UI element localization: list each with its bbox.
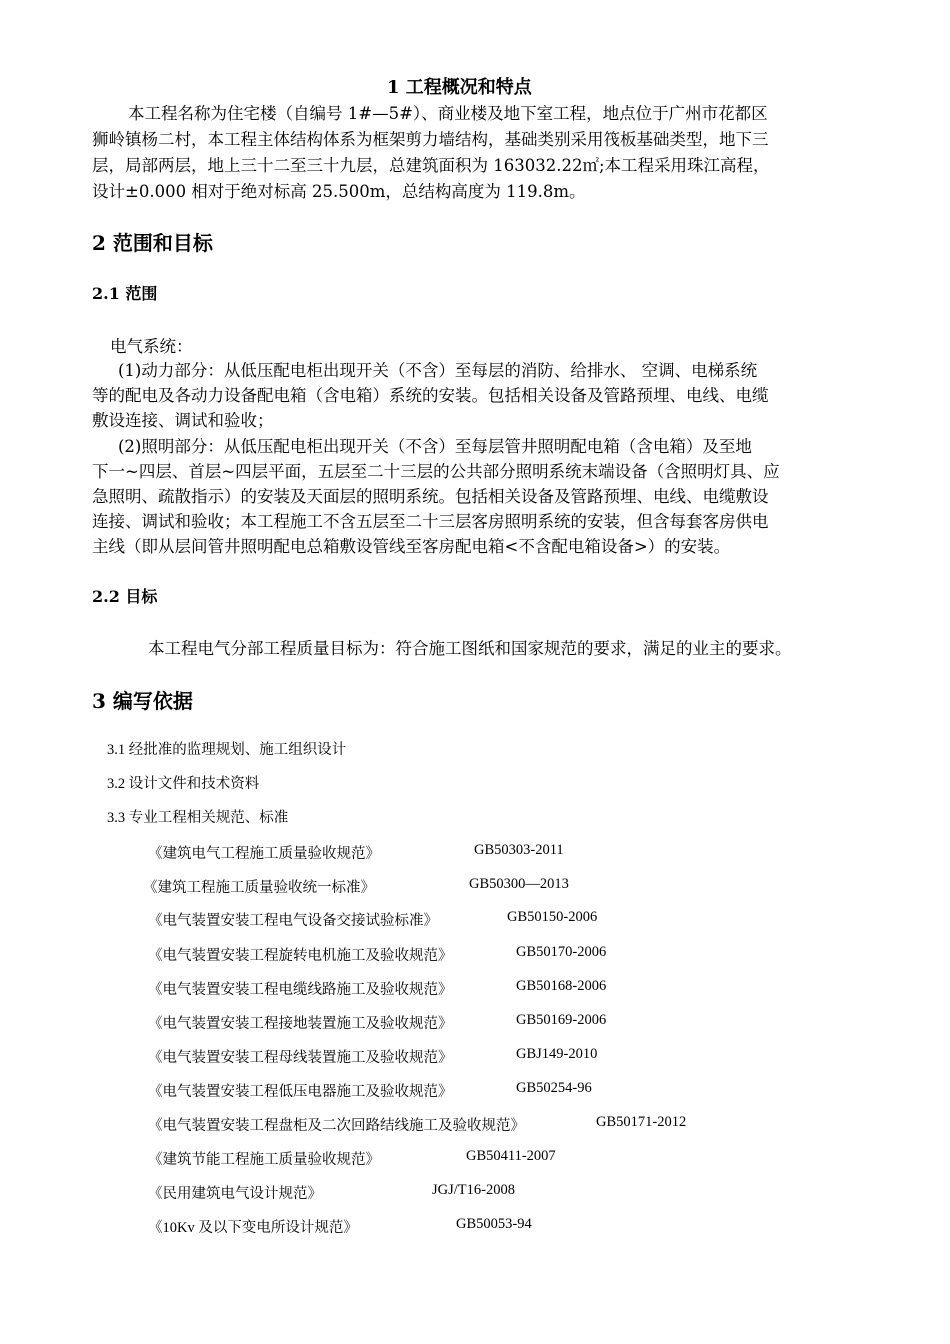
standard-name: 《电气装置安装工程母线装置施工及验收规范》 xyxy=(148,1050,453,1066)
standard-code: GB50171-2012 xyxy=(596,1114,687,1130)
section-1-line: 狮岭镇杨二村，本工程主体结构体系为框架剪力墙结构，基础类别采用筏板基础类型，地下三 xyxy=(92,130,769,149)
basis-item: 3.3 专业工程相关规范、标准 xyxy=(107,810,289,826)
goal-text: 本工程电气分部工程质量目标为：符合施工图纸和国家规范的要求，满足的业主的要求。 xyxy=(148,639,792,658)
lighting-section-line: 连接、调试和验收；本工程施工不含五层至二十三层客房照明系统的安装，但含每套客房供电 xyxy=(92,512,769,531)
standard-name: 《电气装置安装工程盘柜及二次回路结线施工及验收规范》 xyxy=(148,1118,525,1134)
standard-code: GB50254-96 xyxy=(516,1080,592,1096)
standard-name: 《电气装置安装工程低压电器施工及验收规范》 xyxy=(148,1084,453,1100)
standard-name: 《电气装置安装工程旋转电机施工及验收规范》 xyxy=(148,948,453,964)
standard-code: GB50411-2007 xyxy=(466,1148,556,1164)
standard-code: GB50300—2013 xyxy=(469,876,569,892)
power-section-line: 等的配电及各动力设备配电箱（含电箱）系统的安装。包括相关设备及管路预埋、电线、电缆 xyxy=(92,386,769,405)
power-section-line: (1)动力部分：从低压配电柜出现开关（不含）至每层的消防、给排水、 空调、电梯系统 xyxy=(118,361,758,380)
section-1-line: 本工程名称为住宅楼（自编号 1#—5#）、商业楼及地下室工程，地点位于广州市花都区 xyxy=(128,104,768,123)
section-1-line: 层，局部两层，地上三十二至三十九层，总建筑面积为 163032.22㎡;本工程采用珠江高程， xyxy=(92,156,770,175)
lighting-section-line: 下一~四层、首层~四层平面，五层至二十三层的公共部分照明系统末端设备（含照明灯具、应 xyxy=(92,462,780,481)
standard-name: 《建筑节能工程施工质量验收规范》 xyxy=(148,1152,380,1168)
lighting-section-line: 急照明、疏散指示）的安装及天面层的照明系统。包括相关设备及管路预埋、电线、电缆敷设 xyxy=(92,487,769,506)
standard-name: 《建筑工程施工质量验收统一标准》 xyxy=(143,880,375,896)
standard-code: GB50150-2006 xyxy=(507,909,598,925)
section-1-line: 设计±0.000 相对于绝对标高 25.500m，总结构高度为 119.8m。 xyxy=(92,182,586,201)
standard-code: GB50170-2006 xyxy=(516,944,607,960)
basis-item: 3.1 经批准的监理规划、施工组织设计 xyxy=(107,742,347,758)
standard-code: GBJ149-2010 xyxy=(516,1046,598,1062)
standard-name: 《电气装置安装工程电气设备交接试验标准》 xyxy=(148,913,438,929)
standard-name: 《民用建筑电气设计规范》 xyxy=(148,1186,322,1202)
standard-name: 《电气装置安装工程电缆线路施工及验收规范》 xyxy=(148,982,453,998)
power-section-line: 敷设连接、调试和验收； xyxy=(92,411,274,430)
standard-code: GB50169-2006 xyxy=(516,1012,607,1028)
standard-code: GB50168-2006 xyxy=(516,978,607,994)
section-2-title: 2 范围和目标 xyxy=(92,231,213,255)
section-1-title: 1 工程概况和特点 xyxy=(387,77,532,98)
standard-code: GB50053-94 xyxy=(456,1216,532,1232)
basis-item: 3.2 设计文件和技术资料 xyxy=(107,776,260,792)
standard-code: GB50303-2011 xyxy=(474,842,564,858)
lighting-section-line: 主线（即从层间管井照明配电总箱敷设管线至客房配电箱<不含配电箱设备>）的安装。 xyxy=(92,537,731,556)
standard-name: 《建筑电气工程施工质量验收规范》 xyxy=(148,846,380,862)
lighting-section-line: (2)照明部分：从低压配电柜出现开关（不含）至每层管井照明配电箱（含电箱）及至地 xyxy=(118,437,752,456)
section-2-2-title: 2.2 目标 xyxy=(92,587,158,606)
section-2-1-title: 2.1 范围 xyxy=(92,284,158,303)
standard-name: 《电气装置安装工程接地装置施工及验收规范》 xyxy=(148,1016,453,1032)
electrical-system-label: 电气系统： xyxy=(110,337,193,356)
standard-name: 《10Kv 及以下变电所设计规范》 xyxy=(148,1220,358,1236)
section-3-title: 3 编写依据 xyxy=(92,689,193,713)
standard-code: JGJ/T16-2008 xyxy=(432,1182,515,1198)
